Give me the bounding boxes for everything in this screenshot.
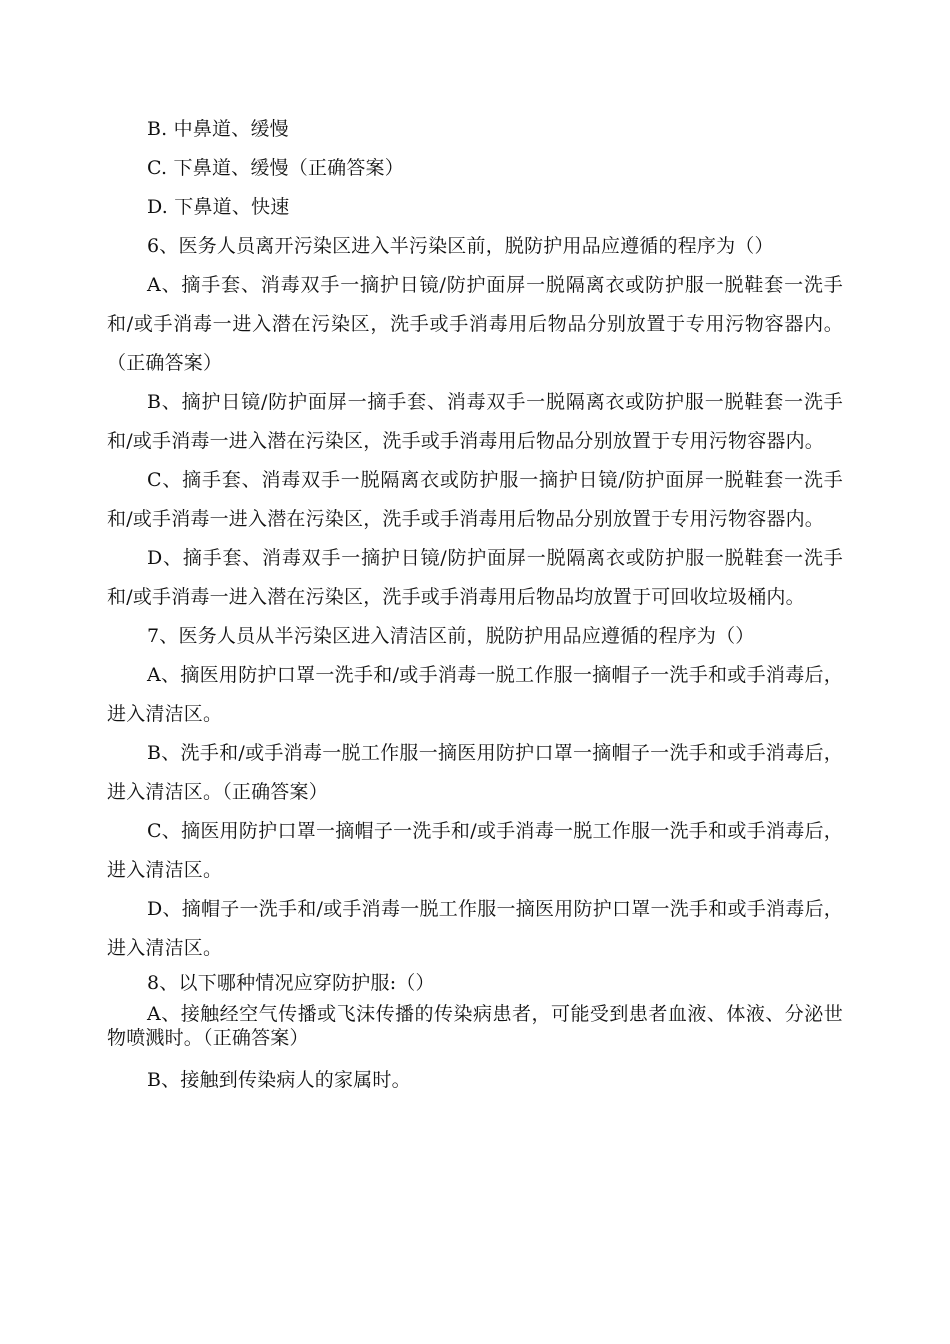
option-b-q6: B、摘护日镜/防护面屏一摘手套、消毒双手一脱隔离衣或防护服一脱鞋套一洗手和/或手消毒一进入潜在污染区，洗手或手消毒用后物品分别放置于专用污物容器内。	[107, 391, 843, 452]
option-a-q8: A、接触经空气传播或飞沫传播的传染病患者，可能受到患者血液、体液、分泌世物喷溅时。（正确答案）	[107, 1003, 843, 1049]
option-a-q7: A、摘医用防护口罩一洗手和/或手消毒一脱工作服一摘帽子一洗手和或手消毒后，进入清洁区。	[107, 664, 843, 725]
option-a-q6: A、摘手套、消毒双手一摘护日镜/防护面屏一脱隔离衣或防护服一脱鞋套一洗手和/或手消毒一进入潜在污染区，洗手或手消毒用后物品分别放置于专用污物容器内。（正确答案）	[107, 274, 843, 374]
option-c-q5: C. 下鼻道、缓慢（正确答案）	[147, 157, 404, 179]
option-b-q5: B. 中鼻道、缓慢	[147, 118, 289, 140]
document-body	[107, 110, 843, 1100]
option-d-q5: D. 下鼻道、快速	[147, 196, 290, 218]
question-6: 6、医务人员离开污染区进入半污染区前，脱防护用品应遵循的程序为（）	[147, 235, 774, 257]
option-b-q7: B、洗手和/或手消毒一脱工作服一摘医用防护口罩一摘帽子一洗手和或手消毒后，进入清洁区。（正确答案）	[107, 742, 843, 803]
option-c-q7: C、摘医用防护口罩一摘帽子一洗手和/或手消毒一脱工作服一洗手和或手消毒后，进入清洁区。	[107, 820, 843, 881]
option-d-q7: D、摘帽子一洗手和/或手消毒一脱工作服一摘医用防护口罩一洗手和或手消毒后，进入清洁区。	[107, 898, 843, 959]
question-7: 7、医务人员从半污染区进入清洁区前，脱防护用品应遵循的程序为（）	[147, 625, 755, 647]
option-c-q6: C、摘手套、消毒双手一脱隔离衣或防护服一摘护日镜/防护面屏一脱鞋套一洗手和/或手消毒一进入潜在污染区，洗手或手消毒用后物品分别放置于专用污物容器内。	[107, 469, 843, 530]
question-8: 8、以下哪种情况应穿防护服:（）	[147, 972, 435, 994]
option-d-q6: D、摘手套、消毒双手一摘护日镜/防护面屏一脱隔离衣或防护服一脱鞋套一洗手和/或手消毒一进入潜在污染区，洗手或手消毒用后物品均放置于可回收垃圾桶内。	[107, 547, 843, 608]
option-b-q8: B、接触到传染病人的家属时。	[147, 1069, 411, 1091]
